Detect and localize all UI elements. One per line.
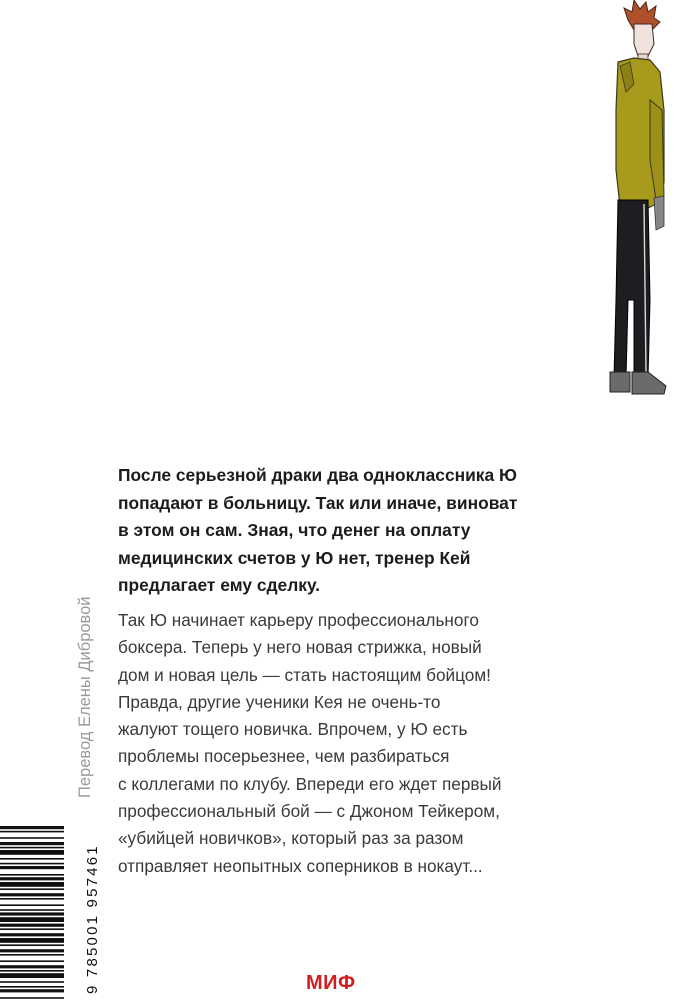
character-shoe <box>610 372 630 392</box>
translator-credit: Перевод Елены Дибровой <box>76 596 94 798</box>
body-line: «убийцей новичков», который раз за разом <box>118 828 464 849</box>
character-face <box>634 24 654 56</box>
barcode-bar <box>0 912 64 915</box>
lead-line: попадают в больницу. Так или иначе, виноват <box>118 492 518 513</box>
character-illustration <box>604 0 672 400</box>
body-line: Так Ю начинает карьеру профессионального <box>118 610 479 630</box>
barcode-bar <box>0 847 64 849</box>
barcode-bar <box>0 831 64 833</box>
lead-line: После серьезной драки два одноклассника Ю <box>118 465 517 485</box>
barcode-bar <box>0 826 64 829</box>
barcode-bar <box>0 917 64 922</box>
barcode-bar <box>0 837 64 839</box>
barcode-bar <box>0 882 64 887</box>
barcode-bar <box>0 909 64 911</box>
barcode-bar <box>0 933 64 936</box>
body-line: профессиональный бой — с Джоном Тейкером, <box>118 801 500 822</box>
body-paragraph <box>118 607 598 880</box>
barcode-bar <box>0 965 64 968</box>
isbn-barcode <box>0 826 64 1000</box>
barcode-bar <box>0 863 64 865</box>
barcode-bar <box>0 858 64 860</box>
barcode-bar <box>0 866 64 869</box>
barcode-bar <box>0 874 64 876</box>
barcode-bar <box>0 924 64 927</box>
barcode-bar <box>0 973 64 978</box>
barcode-bar <box>0 981 64 983</box>
barcode-bar <box>0 898 64 900</box>
barcode-bar <box>0 989 64 992</box>
lead-line: медицинских счетов у Ю нет, тренер Кей <box>118 547 471 568</box>
publisher-logo: МИФ <box>306 972 356 994</box>
body-line: боксера. Теперь у него новая стрижка, новый <box>118 637 482 658</box>
body-line: проблемы посерьезнее, чем разбираться <box>118 746 450 767</box>
barcode-number: 9 785001 957461 <box>84 844 101 994</box>
barcode-bar <box>0 928 64 930</box>
body-line: отправляет неопытных соперников в нокаут... <box>118 855 483 876</box>
barcode-bar <box>0 888 64 890</box>
barcode-bar <box>0 949 64 952</box>
barcode-bar <box>0 997 64 999</box>
body-line: дом и новая цель — стать настоящим бойцом! <box>118 664 491 685</box>
barcode-bar <box>0 960 64 962</box>
barcode-bar <box>0 986 64 988</box>
barcode-bar <box>0 944 64 946</box>
body-line: жалуют тощего новичка. Впрочем, у Ю есть <box>118 719 468 740</box>
body-line: с коллегами по клубу. Впереди его ждет первый <box>118 773 502 794</box>
barcode-bar <box>0 893 64 896</box>
barcode-bar <box>0 970 64 972</box>
barcode-bar <box>0 954 64 956</box>
barcode-bar <box>0 877 64 880</box>
lead-line: в этом он сам. Зная, что денег на оплату <box>118 520 471 541</box>
barcode-bar <box>0 938 64 943</box>
lead-line: предлагает ему сделку. <box>118 575 320 596</box>
character-shoe <box>632 372 666 394</box>
barcode-bar <box>0 850 64 855</box>
body-line: Правда, другие ученики Кея не очень-то <box>118 691 441 712</box>
lead-paragraph <box>118 462 598 600</box>
barcode-bar <box>0 842 64 845</box>
barcode-bar <box>0 904 64 906</box>
